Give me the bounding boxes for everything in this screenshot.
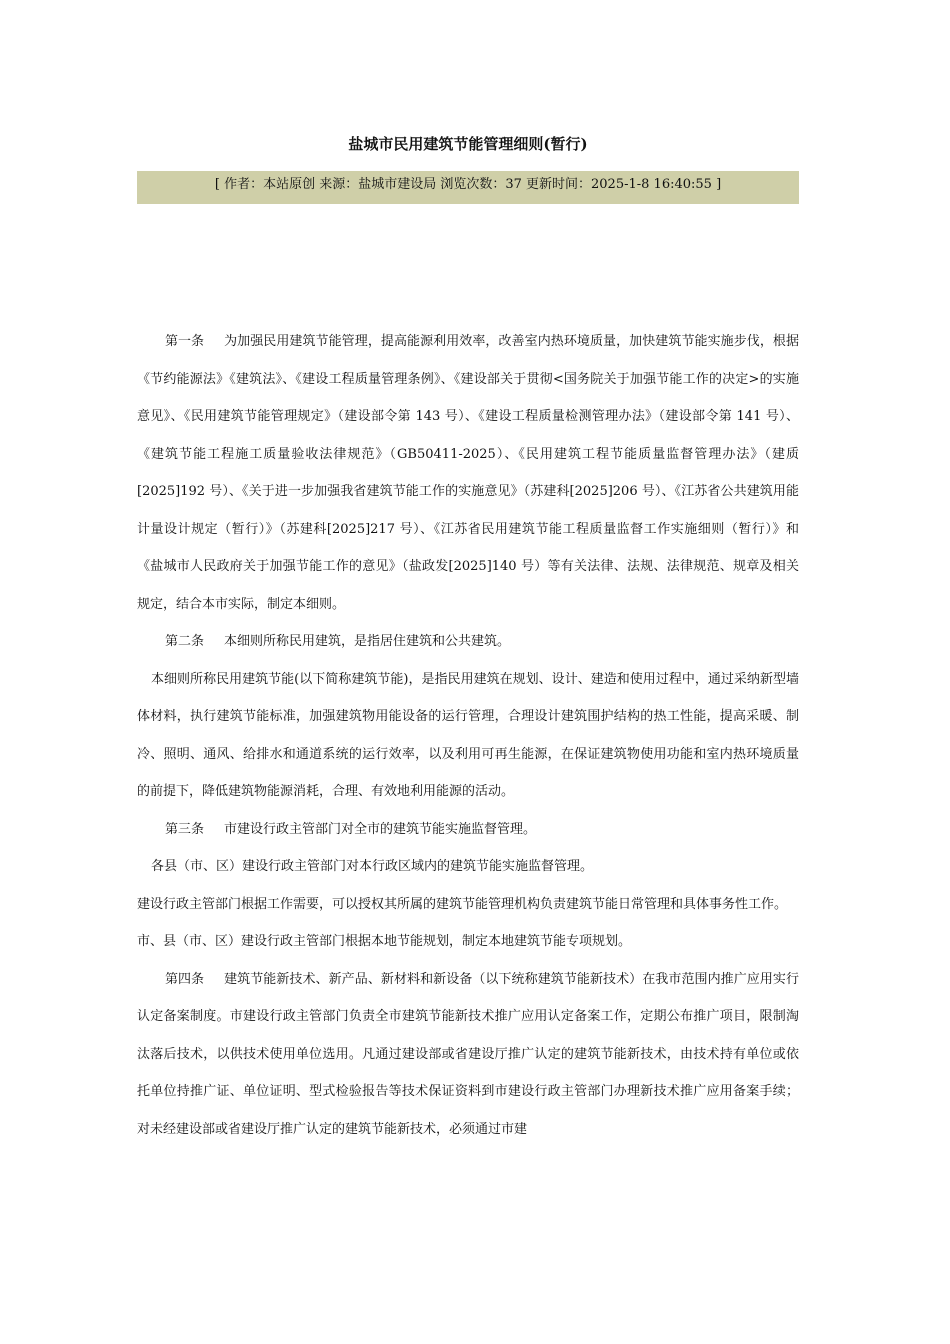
article-number: 第四条 bbox=[165, 971, 205, 987]
paragraph-text: 各县（市、区）建设行政主管部门对本行政区域内的建筑节能实施监督管理。 bbox=[151, 859, 594, 874]
paragraph bbox=[137, 661, 799, 811]
article-number: 第一条 bbox=[165, 334, 205, 349]
paragraph-text: 本细则所称民用建筑节能(以下简称建筑节能)，是指民用建筑在规划、设计、建造和使用过程中，通过采纳新型墙体材料，执行建筑节能标准，加强建筑物用能设备的运行管理，合理设计建筑围护结构的热工性能，提高采暖、制冷、照明、通风、给排水和通道系统的运行效率，以及利用可再生能源，在保证建筑物使用功能和室内热环境质量的前提下，降低建筑物能源消耗，合理、有效地利用能源的活动。 bbox=[137, 671, 799, 799]
article-number: 第二条 bbox=[165, 634, 205, 649]
paragraph-text: 建设行政主管部门根据工作需要，可以授权其所属的建筑节能管理机构负责建筑节能日常管理和具体事务性工作。 bbox=[137, 896, 788, 912]
paragraph bbox=[137, 811, 799, 849]
paragraph bbox=[137, 886, 799, 924]
paragraph bbox=[137, 961, 799, 1149]
page-title: 盐城市民用建筑节能管理细则(暂行) bbox=[348, 135, 588, 153]
paragraph bbox=[137, 323, 799, 623]
paragraph-text: 建筑节能新技术、新产品、新材料和新设备（以下统称建筑节能新技术）在我市范围内推广应用实行认定备案制度。市建设行政主管部门负责全市建筑节能新技术推广应用认定备案工作，定期公布推广项目，限制淘汰落后技术，以供技术使用单位选用。凡通过建设部或省建设厅推广认定的建筑节能新技术，由技术持有单位或依托单位持推广证、单位证明、型式检验报告等技术保证资料到市建设行政主管部门办理新技术推广应用备案手续；对未经建设部或省建设厅推广认定的建筑节能新技术，必须通过市建 bbox=[137, 971, 799, 1137]
article-meta-bar: [ 作者：本站原创 来源：盐城市建设局 浏览次数：37 更新时间：2025-1-8 16:40:55 ] bbox=[137, 171, 799, 204]
article-body bbox=[137, 323, 799, 1148]
paragraph bbox=[137, 848, 799, 886]
paragraph bbox=[137, 923, 799, 961]
paragraph-text: 市建设行政主管部门对全市的建筑节能实施监督管理。 bbox=[224, 821, 537, 837]
paragraph-text: 市、县（市、区）建设行政主管部门根据本地节能规划，制定本地建筑节能专项规划。 bbox=[137, 934, 632, 949]
paragraph-text: 本细则所称民用建筑，是指居住建筑和公共建筑。 bbox=[224, 634, 511, 649]
article-number: 第三条 bbox=[165, 821, 205, 837]
paragraph bbox=[137, 623, 799, 661]
paragraph-text: 为加强民用建筑节能管理，提高能源利用效率，改善室内热环境质量，加快建筑节能实施步伐，根据《节约能源法》《建筑法》、《建设工程质量管理条例》、《建设部关于贯彻<国务院关于加强节能工作的决定>的实施意见》、《民用建筑节能管理规定》（建设部令第 143 号）、《建设工程质量检测管理办法》（建设部令第 141 号）、《建筑节能工程施工质量验收法律规范》（GB50411-2025）、《民用建筑工程节能质量监督管理办法》（建质[2025]192 号）、《关于进一步加强我省建筑节能工作的实施意见》（苏建科[2025]206 号）、《江苏省公共建筑用能计量设计规定（暂行）》（苏建科[2025]217 号）、《江苏省民用建筑节能工程质量监督工作实施细则（暂行）》和《盐城市人民政府关于加强节能工作的意见》（盐政发[2025]140 号）等有关法律、法规、法律规范、规章及相关规定，结合本市实际，制定本细则。 bbox=[137, 334, 799, 612]
